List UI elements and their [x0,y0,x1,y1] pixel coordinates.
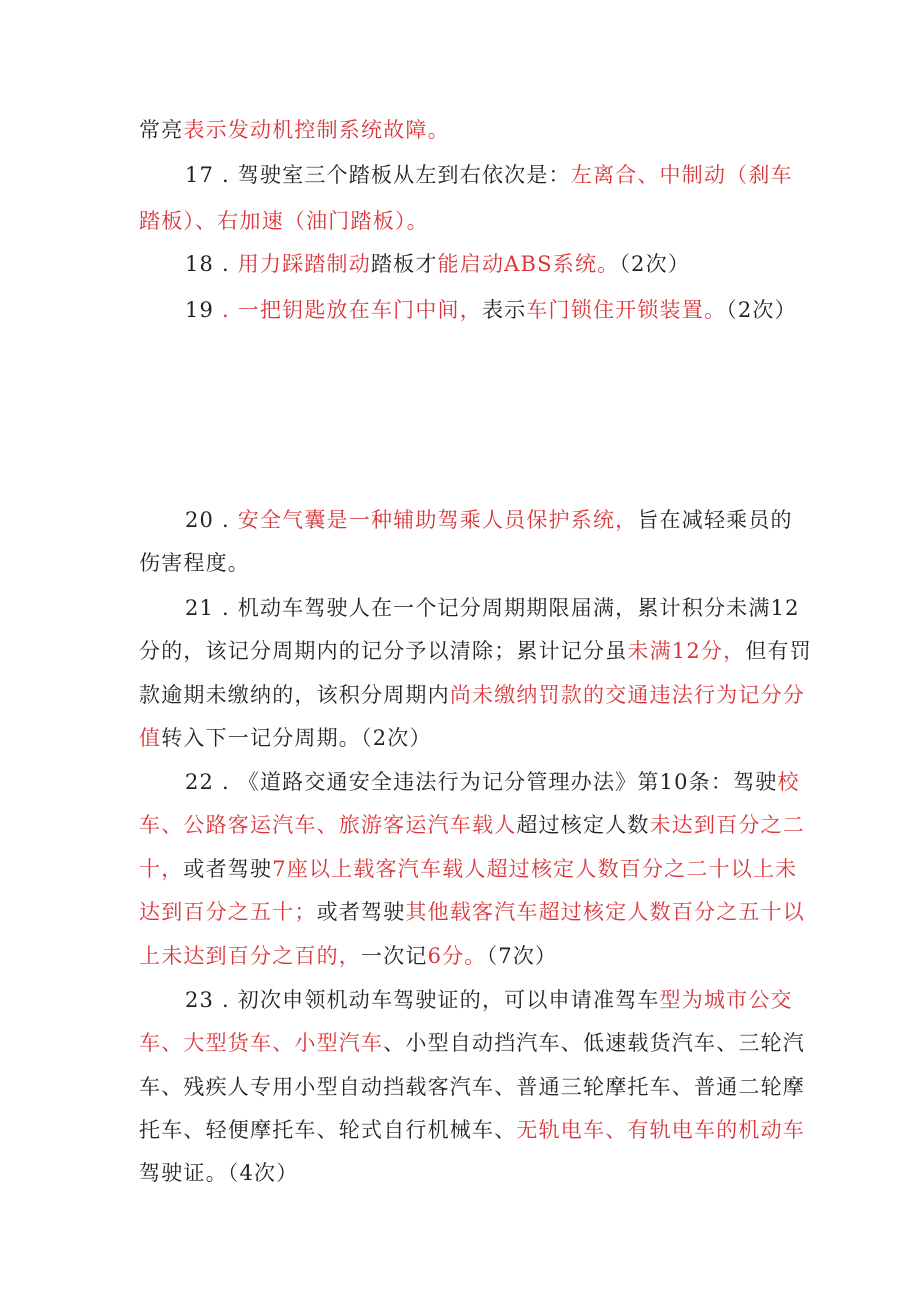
highlighted-text: 达到百分之五十； [139,900,317,924]
body-text: 22 . 《道路交通安全违法行为记分管理办法》第10条：驾驶 [185,770,778,794]
item-23-line-2 [139,1028,805,1058]
body-text: 托车、轻便摩托车、轮式自行机械车、 [139,1118,517,1142]
body-text: 驾驶证。（4次） [139,1161,299,1185]
body-text: （2次） [619,252,691,276]
highlighted-text: 十， [139,857,184,881]
highlighted-text: 用力踩踏制动 [237,252,371,276]
body-text: 但有罚 [745,639,812,663]
highlighted-text: 车、公路客运汽车、旅游客运汽车载人 [139,813,517,837]
highlighted-text: 校 [777,770,800,794]
item-17-line-2 [139,206,429,236]
item-21-line-1 [185,593,800,623]
highlighted-text: 无轨电车、有轨电车的机动车 [516,1118,806,1142]
item-17-line-1 [185,160,793,190]
highlighted-text: 踏板）、右加速（油门踏板）。 [139,209,429,233]
highlighted-text: 未达到百分之二 [649,813,806,837]
item-21-line-3 [139,680,805,710]
body-text: 一次记 [361,944,428,968]
body-text: 17 . 驾驶室三个踏板从左到右依次是： [185,163,571,187]
highlighted-text: 安全气囊是一种辅助驾乘人员保护系统， [237,508,638,532]
highlighted-text: 车门锁住开锁装置。 [526,298,727,322]
item-22-line-4 [139,897,805,927]
highlighted-text: 尚未缴纳罚款的交通违法行为记分分 [449,683,806,707]
highlighted-text: 左离合、中制动（刹车 [570,163,793,187]
highlighted-text: 型为城市公交 [659,988,793,1012]
body-text: 常亮 [139,118,184,142]
item-19 [185,295,797,325]
body-text: 车、残疾人专用小型自动挡载客汽车、普通三轮摩托车、普通二轮摩 [139,1075,805,1099]
body-text: 表示 [481,298,527,322]
highlighted-text: 值 [139,726,162,750]
item-22-line-2 [139,810,805,840]
item-21-line-2 [139,636,812,666]
body-text: 或者驾驶 [316,900,406,924]
item-20-line-1 [185,505,793,535]
item-23-line-1 [185,985,793,1015]
body-text: 19 [185,298,222,322]
body-text: 伤害程度。 [139,551,250,575]
body-text: 分的，该记分周期内的记分予以清除；累计记分虽 [139,639,628,663]
highlighted-text: 表示发动机控制系统故障。 [183,118,450,142]
body-text: 款逾期未缴纳的，该积分周期内 [139,683,450,707]
highlighted-text: 上未达到百分之百的， [139,944,361,968]
body-text: 23 . 初次申领机动车驾驶证的，可以申请准驾车 [185,988,660,1012]
text-line [139,115,450,145]
body-text: 21 . 机动车驾驶人在一个记分周期期限届满，累计积分未满12 [185,596,800,620]
item-21-line-4 [139,723,432,753]
highlighted-text: 其他载客汽车超过核定人数百分之五十以 [405,900,806,924]
item-22-line-1 [185,767,800,797]
body-text: 或者驾驶 [183,857,273,881]
highlighted-text: 车、大型货车、小型汽车 [139,1031,384,1055]
body-text: 转入下一记分周期。（2次） [161,726,432,750]
body-text: 18 . [185,252,238,276]
body-text: 超过核定人数 [516,813,650,837]
highlighted-text: 未满12分， [627,639,746,663]
body-text: （2次） [726,298,797,322]
body-text: 20 . [185,508,238,532]
body-text: 、小型自动挡汽车、低速载货汽车、三轮汽 [383,1031,806,1055]
item-18 [185,249,690,279]
highlighted-text: 能启动ABS系统。 [437,252,620,276]
item-22-line-5 [139,941,557,971]
body-text: （7次） [486,944,558,968]
item-23-line-4 [139,1115,805,1145]
item-22-line-3 [139,854,797,884]
item-23-line-5 [139,1158,298,1188]
highlighted-text: 7座以上载客汽车载人超过核定人数百分之二十以上未 [272,857,798,881]
body-text: 旨在减轻乘员的 [637,508,793,532]
item-20-line-2 [139,548,250,578]
body-text: 踏板才 [370,252,438,276]
highlighted-text: . 一把钥匙放在车门中间， [222,298,482,322]
highlighted-text: 6分。 [427,944,487,968]
item-23-line-3 [139,1072,805,1102]
